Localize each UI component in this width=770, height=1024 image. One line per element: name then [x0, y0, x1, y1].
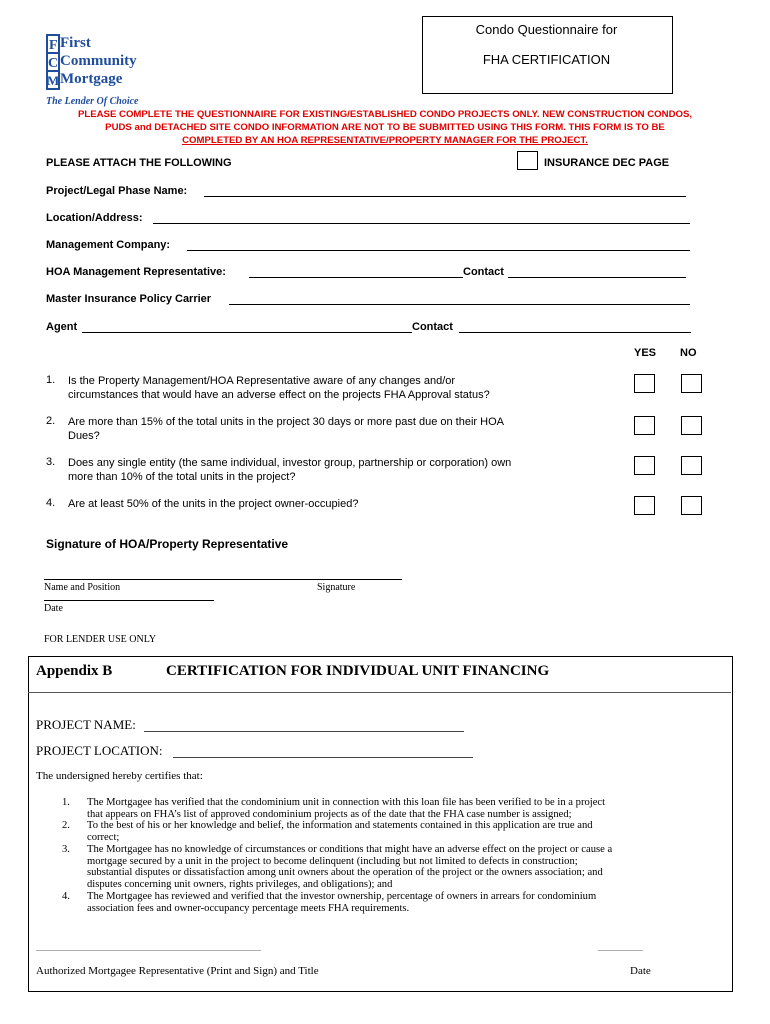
- question-line: circumstances that would have an adverse effect on the projects FHA Approval status?: [68, 389, 490, 401]
- question-number: 3.: [46, 456, 56, 468]
- project-location-field-b[interactable]: [173, 757, 473, 758]
- q3-no-checkbox[interactable]: [681, 456, 702, 475]
- logo-tagline: The Lender Of Choice: [46, 96, 139, 107]
- project-location-label-b: PROJECT LOCATION:: [36, 743, 163, 758]
- authorized-signature-line[interactable]: _____________________________________________: [36, 941, 261, 952]
- q4-no-checkbox[interactable]: [681, 496, 702, 515]
- question-line: Are at least 50% of the units in the project owner-occupied?: [68, 498, 359, 510]
- q2-yes-checkbox[interactable]: [634, 416, 655, 435]
- insurance-dec-label: INSURANCE DEC PAGE: [544, 157, 670, 169]
- signature-heading: Signature of HOA/Property Representative: [46, 537, 289, 551]
- insurance-dec-checkbox[interactable]: [517, 151, 538, 170]
- question-text: [68, 497, 358, 511]
- question-line: Dues?: [68, 430, 100, 442]
- authorized-date-line[interactable]: _________: [598, 941, 643, 952]
- project-name-label: Project/Legal Phase Name:: [46, 185, 188, 197]
- cert-line: disputes concerning unit owners, rights privileges, and obligations); and: [87, 878, 393, 890]
- signature-label: Signature: [317, 582, 356, 593]
- appendix-title: CERTIFICATION FOR INDIVIDUAL UNIT FINANCING: [166, 663, 550, 679]
- question-line: Is the Property Management/HOA Representative aware of any changes and/or: [68, 375, 456, 387]
- hoa-contact-label: Contact: [463, 266, 504, 278]
- logo-line-mortgage: Mortgage: [60, 71, 123, 87]
- management-company-field[interactable]: [187, 250, 690, 251]
- question-number: 4.: [46, 497, 56, 509]
- notice-line1: PLEASE COMPLETE THE QUESTIONNAIRE FOR EXISTING/ESTABLISHED CONDO PROJECTS ONLY. NEW CONSTRUCTION CONDOS,: [77, 109, 693, 120]
- question-line: more than 10% of the total units in the project?: [68, 471, 296, 483]
- question-text: [68, 374, 490, 402]
- question-line: Are more than 15% of the total units in the project 30 days or more past due on their HOA: [68, 416, 504, 428]
- q1-yes-checkbox[interactable]: [634, 374, 655, 393]
- hoa-contact-field[interactable]: [508, 277, 686, 278]
- date-line[interactable]: [44, 600, 214, 601]
- question-number: 1.: [46, 374, 56, 386]
- cert-line: To the best of his or her knowledge and belief, the information and statements contained in this application are true and: [87, 820, 593, 831]
- location-label: Location/Address:: [46, 212, 143, 224]
- q3-yes-checkbox[interactable]: [634, 456, 655, 475]
- cert-line: that appears on FHA’s list of approved condominium projects as of the date that the FHA case number is assigned;: [87, 808, 572, 820]
- question-text: [68, 456, 511, 484]
- notice-line2: PUDS and DETACHED SITE CONDO INFORMATION ARE NOT TO BE SUBMITTED USING THIS FORM. THIS FORM IS TO BE: [105, 122, 665, 133]
- management-company-label: Management Company:: [46, 239, 171, 251]
- svg-text:C: C: [48, 56, 59, 71]
- form-title-line2: FHA CERTIFICATION: [482, 52, 611, 67]
- agent-field[interactable]: [82, 332, 412, 333]
- cert-item-number: 2.: [62, 820, 70, 831]
- question-text: [68, 415, 504, 443]
- project-name-field-b[interactable]: [144, 731, 464, 732]
- master-insurance-label: Master Insurance Policy Carrier: [46, 293, 212, 305]
- agent-label: Agent: [46, 321, 78, 333]
- cert-item-text: [87, 844, 727, 890]
- q4-yes-checkbox[interactable]: [634, 496, 655, 515]
- cert-item-number: 3.: [62, 844, 70, 855]
- notice-line3: COMPLETED BY AN HOA REPRESENTATIVE/PROPERTY MANAGER FOR THE PROJECT.: [182, 135, 588, 146]
- cert-item-number: 4.: [62, 891, 70, 902]
- no-header: NO: [680, 347, 697, 359]
- project-name-label-b: PROJECT NAME:: [36, 717, 136, 732]
- appendix-label: Appendix B: [36, 663, 113, 679]
- authorized-rep-label: Authorized Mortgagee Representative (Print and Sign) and Title: [36, 965, 319, 977]
- hoa-rep-field[interactable]: [249, 277, 463, 278]
- certifies-text: The undersigned hereby certifies that:: [36, 770, 203, 782]
- lender-use-label: FOR LENDER USE ONLY: [44, 634, 157, 645]
- q2-no-checkbox[interactable]: [681, 416, 702, 435]
- cert-line: The Mortgagee has no knowledge of circumstances or conditions that might have an adverse effect on the project or cause a: [87, 844, 613, 855]
- name-position-label: Name and Position: [44, 582, 121, 593]
- question-number: 2.: [46, 415, 56, 427]
- hoa-rep-label: HOA Management Representative:: [46, 266, 226, 278]
- location-field[interactable]: [153, 223, 690, 224]
- name-signature-line[interactable]: [44, 579, 402, 580]
- cert-item-text: [87, 891, 727, 914]
- cert-line: association fees and owner-occupancy percentage meets FHA requirements.: [87, 902, 410, 914]
- yes-header: YES: [634, 347, 657, 359]
- svg-text:M: M: [47, 73, 60, 88]
- date-label: Date: [44, 603, 63, 614]
- cert-item-number: 1.: [62, 797, 70, 808]
- cert-item-text: [87, 797, 727, 820]
- agent-contact-label: Contact: [412, 321, 453, 333]
- svg-text:F: F: [49, 38, 58, 53]
- project-name-field[interactable]: [204, 196, 686, 197]
- cert-item-text: [87, 820, 727, 843]
- form-title-line1: Condo Questionnaire for: [475, 22, 618, 37]
- cert-line: mortgage secured by a unit in the project to become delinquent (including but not limited to defects in construction;: [87, 855, 578, 867]
- attach-label: PLEASE ATTACH THE FOLLOWING: [46, 157, 232, 169]
- cert-line: The Mortgagee has verified that the condominium unit in connection with this loan file has been verified to be in a project: [87, 797, 606, 808]
- authorized-date-label: Date: [630, 965, 651, 977]
- appendix-divider: [28, 692, 731, 693]
- question-line: Does any single entity (the same individual, investor group, partnership or corporation) own: [68, 457, 512, 469]
- cert-line: The Mortgagee has reviewed and verified that the investor ownership, percentage of owners in arrears for condominium: [87, 891, 597, 902]
- q1-no-checkbox[interactable]: [681, 374, 702, 393]
- cert-line: substantial disputes or dissatisfaction among unit owners about the operation of the project or the owners association; and: [87, 867, 603, 879]
- logo-line-first: First: [60, 35, 91, 51]
- cert-line: correct;: [87, 831, 120, 843]
- agent-contact-field[interactable]: [459, 332, 691, 333]
- master-insurance-field[interactable]: [229, 304, 690, 305]
- logo-line-community: Community: [60, 53, 137, 69]
